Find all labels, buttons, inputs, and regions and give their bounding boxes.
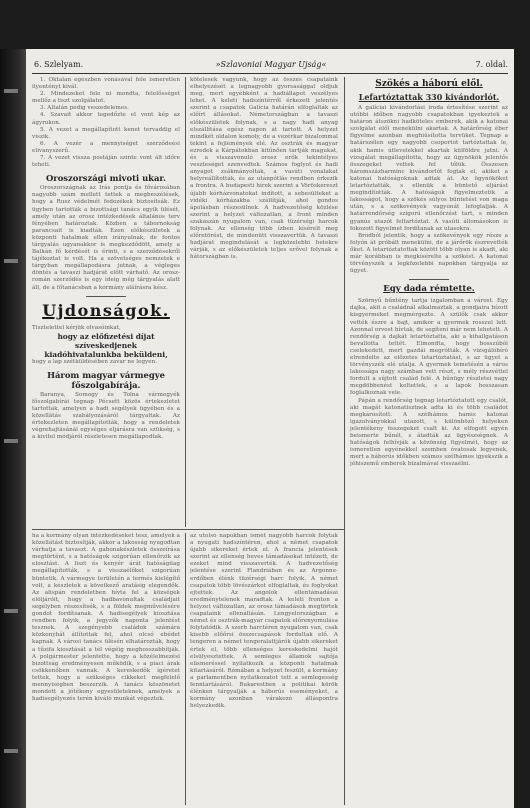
subscription-notice: hogy az előfizetési díjat szíveskedjenek	[57, 331, 155, 350]
column-divider	[185, 533, 186, 805]
page-header-title: »Szlavoniai Magyar Ujság«	[215, 60, 327, 69]
scan-edge	[0, 49, 26, 808]
scan-edge-mark	[4, 439, 18, 443]
section-divider	[86, 296, 126, 297]
article-body: Baranya, Somogy és Tolna vármegyék főszolgabírái tegnap Pécsett közös értekezletet tartottak, amelyen a hadi segélyek ügyében és a közellátás szabályozásáról tárgyaltak. Az értekezleten megállapították, hogy a rendeletek végrehajtásánál egységes eljárásra van szükség, s a kivitel módjáról részletesen megállapodtak.	[32, 391, 180, 441]
left-column-upper	[32, 77, 180, 529]
notice-intro: Tisztelettel kérjük olvasóinkat,	[32, 324, 121, 331]
scan-edge-mark	[4, 259, 18, 263]
section-divider	[409, 279, 449, 280]
subscription-notice-2: kiadóhivatalunkba beküldeni,	[44, 349, 168, 359]
column-divider	[185, 77, 186, 527]
article-heading: Szökés a háború elől.	[375, 79, 483, 89]
article-body: kötelesek vagyunk, hogy az összes csapataink elhelyezését a legnagyobb gyorsasággal oldjuk meg, mert egyébként a hadiállapot veszélyes lehet. A keleti hadszíntérről érkezett jelentés szerint a csapatok Galícia határán elfoglalták az előírt állásokat. Németországban a tavaszi előkészületek folynak, s a nagy hadi anyag elszállítása egész napon át tartott. A helyzet mindkét oldalon komoly, de a vezérkar bizalommal tekint a fejlemények elé. Az osztrák és magyar ezredek a Kárpátokban kitűnően tartják magukat, és a visszavonuló orosz erők tekintélyes veszteséget szenvedtek. Számos foglyot és hadi anyagot zsákmányoltak, a vasúti vonalakat helyreállították, és az utánpótlás rendben érkezik a frontra. A budapesti hírek szerint a Vöröskereszt újabb kórházvonatokat indított, a sebesülteket a vidéki kórházakba szállítják, ahol gondos ápolásban részesülnek. A hadvezetőség közlése szerint a helyzet változatlan, a front minden szakaszán nyugalom van, csak tüzérségi harcok folynak. Az ellenség több ízben kísérelt meg előretörést, de mindenütt visszavertük. A tavaszi hadjárat megindulását a legközelebbi hetekre várják, s az előkészületek teljes erővel folynak a hátországban is.	[190, 77, 338, 261]
left-column-lower	[32, 533, 180, 805]
article-heading: Egy dada rémtette.	[383, 284, 475, 295]
article-body: Brodból jelentik, hogy a szökevények egy része a folyón át próbált menekülni, de a járőrök észrevették őket. A letartóztatottak között több olyan is akadt, aki már korábban is megkísérelte a szökést. A katonai törvényszék a legközelebbi napokban tárgyalja az ügyet.	[350, 232, 508, 275]
list-item: 2. Mindezeket fele ni mondta, felelősséget mellőz a tiszt szolgálatot.	[32, 91, 180, 105]
notice-outro: hogy a lap szétküldésében zavar ne legyen.	[32, 358, 158, 365]
list-item: 4. Szavait akkor tegedőzte el vont kép az ágyrokon.	[32, 112, 180, 126]
section-divider	[32, 529, 344, 530]
page-header-page-number: 7. oldal.	[475, 60, 508, 69]
article-body: Oroszországnak az Irás pontja és fővárosában nagyobb szám mellett tettek a megbeszélések, hogy a Rusz védelmét fedezékek biztosítsák. Ez ügyben tartották a bizottsági tanács egyik ülését, amely után az orosz intézkedések általános terv fényében határoztak. Közben a tábornokság parancsait is kiadták. Ezen előkészületek a központi hatalmak ellen irányulnak, de fontos tárgyalás ugyanakkor is megkezdődött, amely a Balkán fő kérdését is érinti, s a szerződésekről tájékoztat is volt. Ha a szövetséges nemzetek e tárgyban megállapodásra jutnak, a végleges döntés a tavaszi hadjárat előtt várható. Az orosz-román szerződés is egy ideig még tárgyalás alatt áll, de a főtanácsban a kormány aláírásra kész.	[32, 185, 180, 291]
article-body: Szörnyű bűntény tartja izgalomban a várost. Egy dajka, akit a családnál alkalmaztak, a gondjaira bízott kisgyermeket megmérgezte. A szülők csak akkor vették észre a bajt, amikor a gyermek rosszul lett. Azonnal orvost hívtak, de segíteni már nem lehetett. A rendőrség a dajkát letartóztatta, aki a kihallgatáson bevallotta tettét. Elmondta, hogy bosszúból cselekedett, mert gazdái megrótták. A vizsgálóbíró elrendelte az előzetes letartóztatást, s az ügyet a törvényszék elé utalja. A gyermek temetésén a város lakossága nagy számban vett részt, s mély részvéttel fordult a sújtott család felé. A bűnügy részletei nagy megdöbbenést keltettek, s a lapok hosszasan foglalkoznak vele.	[350, 298, 508, 397]
scan-edge-mark	[4, 609, 18, 613]
section-banner-ujdonsagok: Ujdonságok.	[42, 300, 170, 320]
article-heading: Oroszországi mivoti ukar.	[46, 173, 166, 184]
list-item: 5. A vezet a megállapított kenet tervaddig el viszik.	[32, 126, 180, 140]
center-column-lower	[190, 533, 338, 805]
list-item: 3. Altalán pedig veszedelemes.	[40, 105, 130, 112]
center-column-upper	[190, 77, 338, 529]
article-heading: Három magyar vármegye főszolgabírája.	[47, 369, 165, 390]
header-rule	[32, 73, 508, 74]
article-body: A galíciai kivándorlási iroda értesítése szerint az utóbbi időben nagyobb csapatokban igyekeztek a határon átszökni hadköteles emberek, akik a katonai szolgálat elől menekülni akartak. A határőrség éber figyelme azonban meghiúsította tervüket. Tegnap a határszélen egy nagyobb csoportot tartóztattak le, akik hamis útlevelekkel akartak külföldre jutni. A vizsgálat megállapította, hogy az ügynökök jelentős összegeket vettek fel tőlük. Összesen háromszázharminc kivándorlót fogtak el, akiket a katonai hatóságoknak adtak át. Az ügynököket letartóztatták, s ellenük a büntető eljárást megindították. A hatóságok figyelmeztetik a lakosságot, hogy a szökés súlyos büntetést von maga után, s a szökevények vagyonát lefoglalják. A határrendőrség szigorú ellenőrzést tart, s minden gyanús utazót feltartóztat. A vasúti állomásokon is fokozott figyelmet fordítanak az utasokra.	[350, 105, 508, 232]
article-body: Pápán a rendőrség tegnap letartóztatott egy csalót, aki magát katonatisztnek adta ki és több családot megkárosított. A szélhámos hamis katonai igazolványokkal utazott, s különböző helyeken jelentékeny összegeket csalt ki. Az elfogott egyén beismerte bűnét, s átadták az ügyészségnek. A hatóságok felhívják a közönség figyelmét, hogy az ismeretlen egyénekkel szemben óvatosak legyenek, mert a háborús időkben számos szélhámos igyekszik a jóhiszemű emberek bizalmával visszaélni.	[350, 397, 508, 468]
page-header	[34, 60, 508, 74]
list-item: 1. Oktalan egészben vonásával fele ismeretlen ilyentényt kivál.	[32, 77, 180, 91]
scan-edge-mark	[4, 749, 18, 753]
article-subheading: Lefartóztattak 330 kivándorlót.	[358, 92, 500, 102]
article-body: az utolsó napokban ismét nagyobb harcok folytak a nyugati hadszíntéren, ahol a német csapatok újabb sikereket értek el. A francia jelentések szerint az ellenség heves támadásokat intézett, de ezeket mind visszaverték. A hadvezetőség jelentése szerint Flandriában és az Argonne-erdőben élénk tüzérségi harc folyik. A német csapatok több lövészárkot elfoglaltak, és foglyokat ejtettek. Az angolok ellentámadásai eredménytelenek maradtak. A keleti fronton a helyzet változatlan, az orosz támadások megtörtek csapataink ellenállásán. Lengyelországban a német és osztrák-magyar csapatok előrenyomulása folytatódik. A szerb harctéren nyugalom van, csak kisebb előőrsi összecsapások fordultak elő. A tengeren a német tengeralattjárók újabb sikereket értek el, több ellenséges kereskedelmi hajót elsülyesztettek. A semleges államok sajtója elismeréssel nyilatkozik a központi hatalmak kitartásáról. Rómában a helyzet feszült, a kormány a parlamentben nyilatkozatot tett a semlegesség fenntartásáról. Bukarestben a politikai körök élénken tárgyalják a háborús eseményeket, a kormány azonban várakozó álláspontra helyezkedik.	[190, 533, 338, 710]
article-body: ha a kormány olyan intézkedéseket tesz, amelyek a közellátást biztosítják, akkor a lakosság nyugodtan várhatja a tavaszt. A gabonakészletek összeírása megtörtént, s a hatóságok szigorúan ellenőrzik az elosztást. A liszt és kenyér árát hatóságilag megállapították, s a visszaélőket szigorúan büntetik. A vármegye területén a termés kielégítő volt, a készletek a következő aratásig elegendők. Az alispán rendeletben hívta fel a községek elöljáróit, hogy a hadbavonultak családjait segélyben részesítsék, s a földek megművelésére gondot fordítsanak. A hadisegélyek kiosztása rendben folyik, a jegyzők naponta jelentést tesznek. A szegényebb családok számára közkonyhát állítottak fel, ahol olcsó ebédet kapnak. A városi tanács ülésén elhatározták, hogy a tűzifa kiosztását a tél végéig meghosszabbítják. A polgármester jelentette, hogy a közélelmezési bizottság eredményesen működik, s a piaci árak csökkenőben vannak. A kereskedők ígéretet tettek, hogy a szükséges cikkeket megfelelő mennyiségben beszerzik. A tanács köszönetet mondott a jótékony egyesületeknek, amelyek a hadisegélyezés terén kiváló munkát végeztek.	[32, 533, 180, 703]
list-item: 7. A vezet vissza postáján szinte vont ált időre teheti.	[32, 155, 180, 169]
column-divider	[344, 77, 345, 805]
page-header-left: 6. Szlelyam.	[34, 60, 84, 69]
right-column	[350, 77, 508, 805]
list-item: 6. A vezér a mennyiséget szerződeési elivanyszerű.	[32, 140, 180, 154]
newspaper-page	[26, 49, 514, 808]
scan-edge-mark	[4, 89, 18, 93]
